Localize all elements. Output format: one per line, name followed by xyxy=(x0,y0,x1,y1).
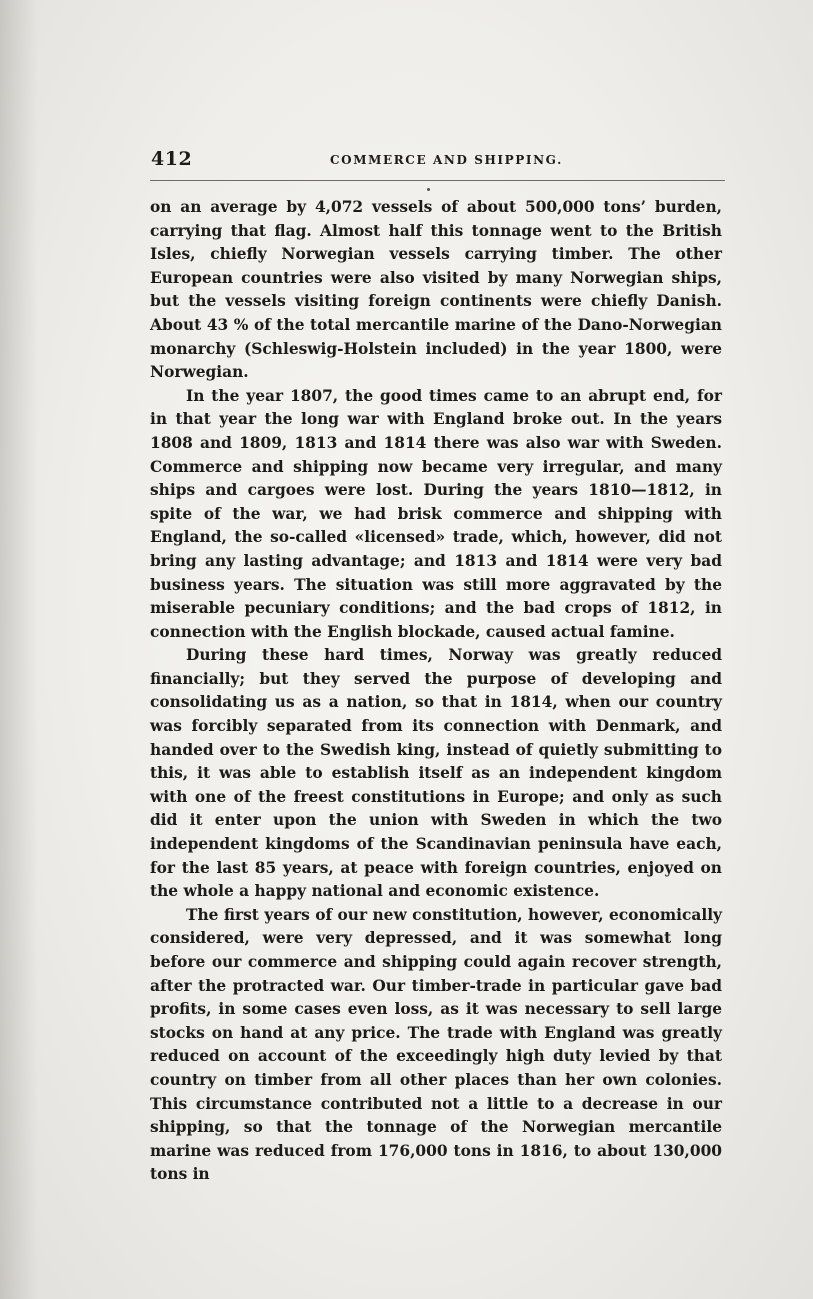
paragraph-1: on an average by 4,072 vessels of about 500,000 tons’ burden, carrying that flag. Almost half this tonnage went to the British Isles, chiefly Norwegian vessels carrying timber. The other European countries were also visited by many Norwegian ships, but the vessels visiting foreign continents were chiefly Danish. About 43 % of the total mercantile marine of the Dano-Norwegian monarchy (Schleswig-Holstein included) in the year 1800, were Norwegian. xyxy=(150,198,722,382)
body-text xyxy=(150,196,722,1187)
running-head: COMMERCE AND SHIPPING. xyxy=(330,153,563,167)
page-header xyxy=(150,148,725,178)
header-rule xyxy=(150,180,725,181)
page-edge-shadow xyxy=(0,0,38,1299)
page-number: 412 xyxy=(151,148,193,170)
paragraph-2: In the year 1807, the good times came to an abrupt end, for in that year the long war with England broke out. In the years 1808 and 1809, 1813 and 1814 there was also war with Sweden. Commerce and shipping now became very irregular, and many ships and cargoes were lost. During the years 1810—1812, in spite of the war, we had brisk commerce and shipping with England, the so-called «licensed» trade, which, however, did not bring any lasting advantage; and 1813 and 1814 were very bad business years. The situation was still more aggravated by the miserable pecuniary conditions; and the bad crops of 1812, in connection with the English blockade, caused actual famine. xyxy=(150,386,722,641)
paragraph-3: During these hard times, Norway was greatly reduced financially; but they served the purpose of developing and consolidating us as a nation, so that in 1814, when our country was forcibly separated from its connection with Denmark, and handed over to the Swedish king, instead of quietly submitting to this, it was able to establish itself as an independent kingdom with one of the freest constitutions in Europe; and only as such did it enter upon the union with Sweden in which the two independent kingdoms of the Scandinavian peninsula have each, for the last 85 years, at peace with foreign countries, enjoyed on the whole a happy national and economic existence. xyxy=(150,646,722,901)
print-speck xyxy=(427,188,430,191)
paragraph-4: The first years of our new constitution, however, economically considered, were very depressed, and it was somewhat long before our commerce and shipping could again recover strength, after the protracted war. Our timber-trade in particular gave bad profits, in some cases even loss, as it was necessary to sell large stocks on hand at any price. The trade with England was greatly reduced on account of the exceedingly high duty levied by that country on timber from all other places than her own colonies. This circumstance contributed not a little to a decrease in our shipping, so that the tonnage of the Norwegian mercantile marine was reduced from 176,000 tons in 1816, to about 130,000 tons in xyxy=(150,905,722,1184)
